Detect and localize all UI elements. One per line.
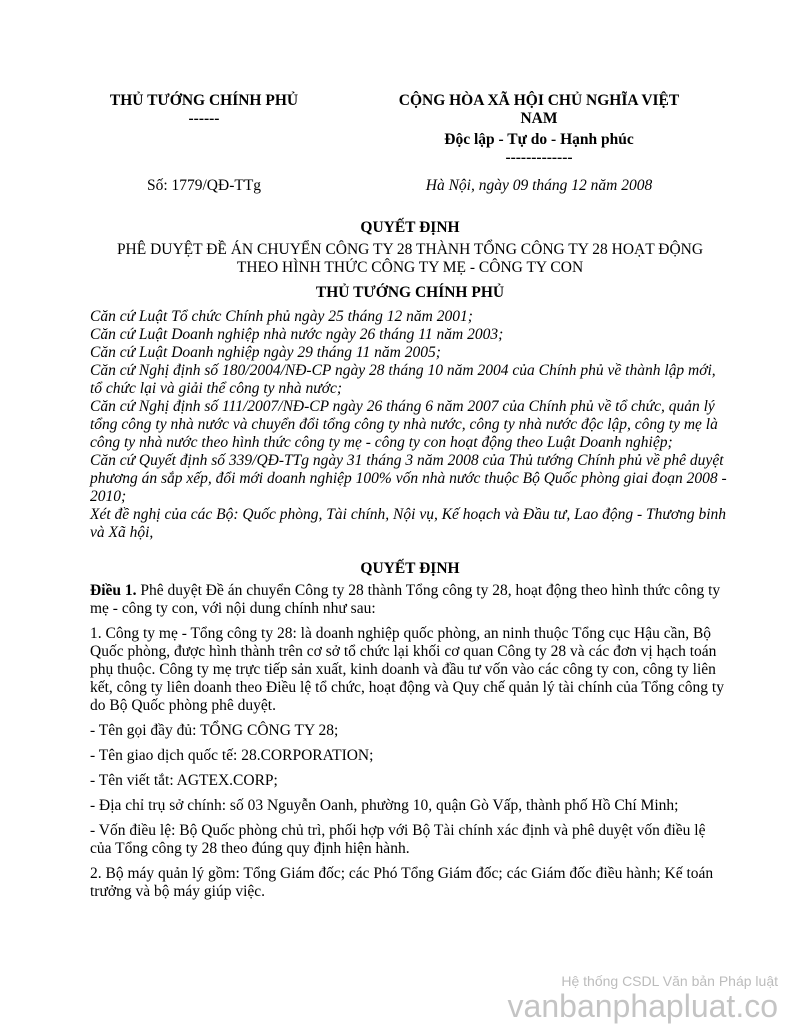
authority-divider: ------ [188,110,220,127]
document-body [90,582,730,901]
authority-name: THỦ TƯỚNG CHÍNH PHỦ [109,92,299,109]
watermark-domain: vanbanphapluat.co [507,988,778,1024]
basis-item: Xét đề nghị của các Bộ: Quốc phòng, Tài chính, Nội vụ, Kế hoạch và Đầu tư, Lao động - Thương binh và Xã hội, [90,506,727,541]
body-paragraph: 1. Công ty mẹ - Tổng công ty 28: là doanh nghiệp quốc phòng, an ninh thuộc Tổng cục Hậu cần, Bộ Quốc phòng, được hình thành trên cơ sở tổ chức lại khối cơ quan Công ty 28 và các đơn vị hạch toán phụ thuộc. Công ty mẹ trực tiếp sản xuất, kinh doanh và đầu tư vốn vào các công ty con, công ty liên kết, công ty liên doanh theo Điều lệ tổ chức, hoạt động và Quy chế quản lý tài chính của Tổng công ty do Bộ Quốc phòng phê duyệt. [90,625,724,714]
document-header [90,92,730,167]
basis-item: Căn cứ Luật Tổ chức Chính phủ ngày 25 tháng 12 năm 2001; [90,308,473,325]
decision-title: QUYẾT ĐỊNH [360,219,460,236]
legal-basis [90,308,730,542]
basis-item: Căn cứ Quyết định số 339/QĐ-TTg ngày 31 tháng 3 năm 2008 của Thủ tướng Chính phủ về phê duyệt phương án sắp xếp, đổi mới doanh nghiệp 100% vốn nhà nước thuộc Bộ Quốc phòng giai đoạn 2008 - 2010; [90,452,727,505]
body-paragraph: 2. Bộ máy quản lý gồm: Tổng Giám đốc; các Phó Tổng Giám đốc; các Giám đốc điều hành; Kế toán trưởng và bộ máy giúp việc. [90,865,714,900]
country-name-line2: NAM [520,110,558,127]
document-meta [90,177,730,195]
watermark-caption: Hệ thống CSDL Văn bản Pháp luật [561,973,778,989]
body-paragraph: - Tên gọi đầy đủ: TỔNG CÔNG TY 28; [90,722,339,739]
national-motto: Độc lập - Tự do - Hạnh phúc [444,131,634,148]
basis-item: Căn cứ Nghị định số 111/2007/NĐ-CP ngày 26 tháng 6 năm 2007 của Chính phủ về tổ chức, quản lý tổng công ty nhà nước và chuyển đổi tổng công ty nhà nước, công ty nhà nước độc lập, công ty mẹ là công ty nhà nước theo hình thức công ty mẹ - công ty con hoạt động theo Luật Doanh nghiệp; [90,398,718,451]
basis-item: Căn cứ Nghị định số 180/2004/NĐ-CP ngày 28 tháng 10 năm 2004 của Chính phủ về thành lập mới, tổ chức lại và giải thể công ty nhà nước; [90,362,716,397]
basis-item: Căn cứ Luật Doanh nghiệp ngày 29 tháng 11 năm 2005; [90,344,441,361]
subtitle-line-2: THEO HÌNH THỨC CÔNG TY MẸ - CÔNG TY CON [236,259,584,276]
body-paragraph: - Tên viết tắt: AGTEX.CORP; [90,772,278,789]
decision-subtitle [90,241,730,277]
motto-divider: ------------- [505,149,573,166]
body-paragraph: - Tên giao dịch quốc tế: 28.CORPORATION; [90,747,374,764]
site-watermark [508,973,778,1023]
decision-heading: QUYẾT ĐỊNH [360,560,460,577]
body-paragraph: - Vốn điều lệ: Bộ Quốc phòng chủ trì, phối hợp với Bộ Tài chính xác định và phê duyệt vốn điều lệ của Tổng công ty 28 theo đúng quy định hiện hành. [90,822,706,857]
article-1 [90,582,730,618]
document-page [90,92,730,908]
place-and-date: Hà Nội, ngày 09 tháng 12 năm 2008 [425,177,653,194]
article-1-label: Điều 1. [90,582,137,599]
document-number: Số: 1779/QĐ-TTg [146,177,262,194]
national-title [318,92,730,167]
subtitle-line-1: PHÊ DUYỆT ĐỀ ÁN CHUYỂN CÔNG TY 28 THÀNH TỔNG CÔNG TY 28 HOẠT ĐỘNG [116,241,704,258]
country-name-line1: CỘNG HÒA XÃ HỘI CHỦ NGHĨA VIỆT [398,92,680,109]
issuer-heading: THỦ TƯỚNG CHÍNH PHỦ [315,284,505,301]
basis-item: Căn cứ Luật Doanh nghiệp nhà nước ngày 26 tháng 11 năm 2003; [90,326,504,343]
issuing-authority [90,92,318,167]
body-paragraph: - Địa chỉ trụ sở chính: số 03 Nguyễn Oanh, phường 10, quận Gò Vấp, thành phố Hồ Chí Minh; [90,797,679,814]
article-1-text: Phê duyệt Đề án chuyển Công ty 28 thành Tổng công ty 28, hoạt động theo hình thức công ty mẹ - công ty con, với nội dung chính như sau: [90,582,721,617]
